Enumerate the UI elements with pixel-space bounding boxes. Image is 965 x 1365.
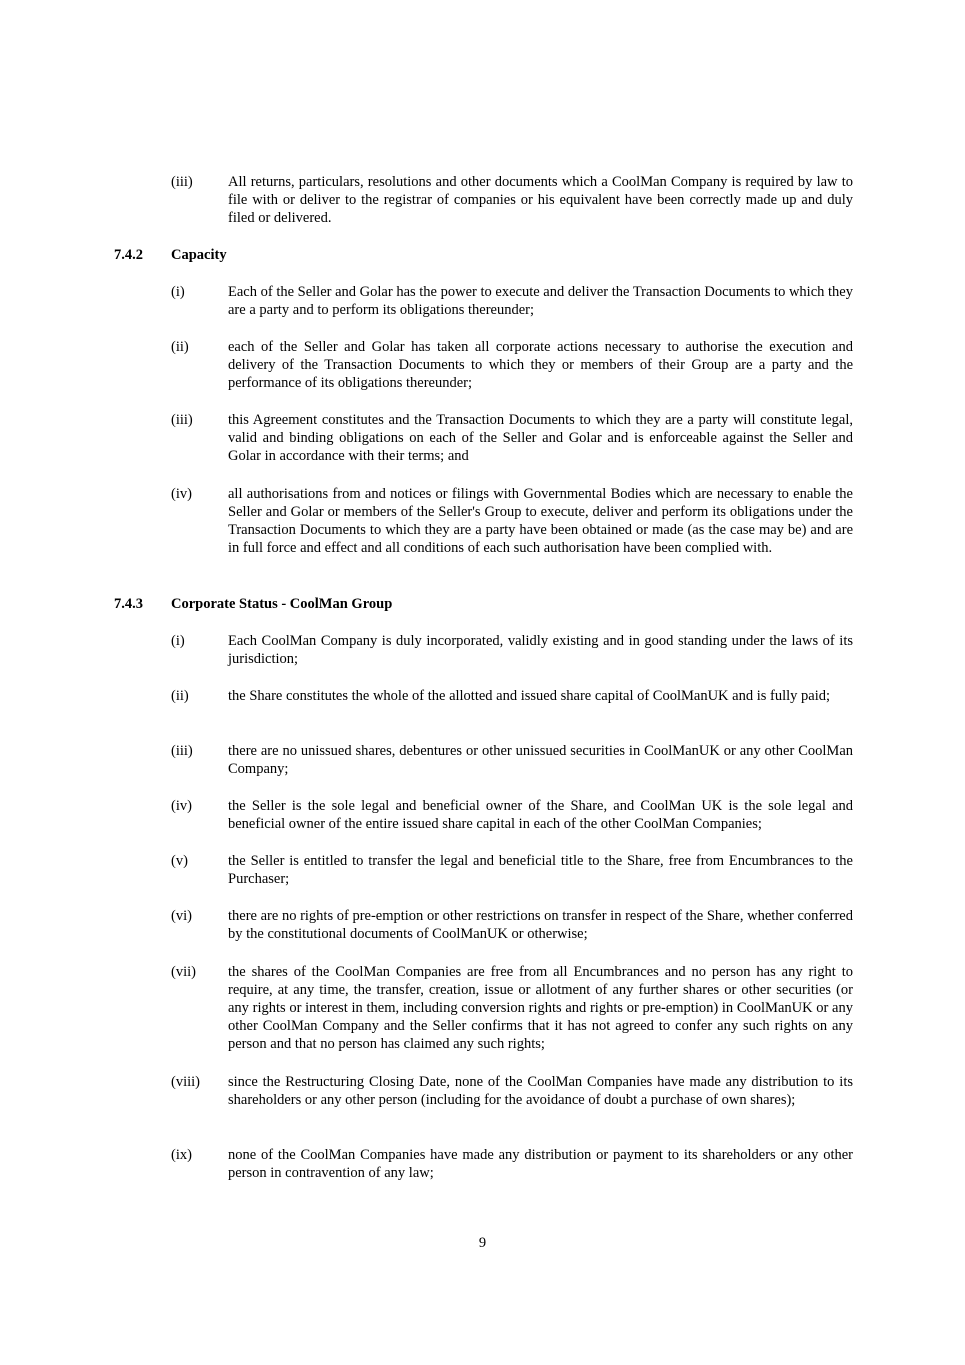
clause-item <box>171 687 853 705</box>
clause-number: (i) <box>171 633 185 649</box>
section-heading-capacity <box>114 246 227 264</box>
clause-text: each of the Seller and Golar has taken all corporate actions necessary to authorise the execution and delivery of the Transaction Documents to which they or members of their Group are a party and the performance of its obligations thereunder; <box>228 339 853 391</box>
clause-item <box>171 907 853 943</box>
clause-number: (v) <box>171 853 188 869</box>
clause-text: there are no unissued shares, debentures or other unissued securities in CoolManUK or any other CoolMan Company; <box>228 743 853 777</box>
clause-item <box>171 797 853 833</box>
section-title: Corporate Status - CoolMan Group <box>171 596 393 612</box>
section-title: Capacity <box>171 247 227 263</box>
clause-number: (viii) <box>171 1074 200 1090</box>
clause-text: Each CoolMan Company is duly incorporated, validly existing and in good standing under the laws of its jurisdiction; <box>228 633 853 667</box>
clause-item <box>171 852 853 888</box>
clause-item <box>171 1073 853 1109</box>
clause-text: the Seller is entitled to transfer the legal and beneficial title to the Share, free from Encumbrances to the Purchaser; <box>228 853 853 887</box>
clause-text: the shares of the CoolMan Companies are free from all Encumbrances and no person has any right to require, at any time, the transfer, creation, issue or allotment of any further shares or other securities (or any rights or interest in them, including conversion rights and rights or pre-emption) in CoolManUK or any other CoolMan Company and the Seller confirms that it has not agreed to confer any such rights on any person and that no person has claimed any such rights; <box>228 964 853 1052</box>
clause-item <box>171 338 853 392</box>
clause-number: (iv) <box>171 486 192 502</box>
clause-text: the Seller is the sole legal and beneficial owner of the Share, and CoolMan UK is the sole legal and beneficial owner of the entire issued share capital in each of the other CoolMan Companies; <box>228 798 853 832</box>
clause-text: the Share constitutes the whole of the allotted and issued share capital of CoolManUK and is fully paid; <box>228 688 831 704</box>
clause-number: (ix) <box>171 1147 192 1163</box>
clause-item <box>171 411 853 465</box>
clause-number: (vi) <box>171 908 192 924</box>
clause-item <box>171 963 853 1053</box>
clause-number: (iii) <box>171 743 193 759</box>
clause-text: all authorisations from and notices or filings with Governmental Bodies which are necessary to enable the Seller and Golar or members of the Seller's Group to execute, deliver and perform its obligations under the Transaction Documents to which they are a party have been obtained or made (as the case may be) and are in full force and effect and all conditions of each such authorisation have been complied with. <box>228 486 853 556</box>
section-number: 7.4.3 <box>114 596 143 612</box>
clause-text: none of the CoolMan Companies have made any distribution or payment to its shareholders or any other person in contravention of any law; <box>228 1147 853 1181</box>
clause-text: since the Restructuring Closing Date, none of the CoolMan Companies have made any distribution to its shareholders or any other person (including for the avoidance of doubt a purchase of own shares); <box>228 1074 853 1108</box>
clause-text: this Agreement constitutes and the Transaction Documents to which they are a party will constitute legal, valid and binding obligations on each of the Seller and Golar and is enforceable against the Seller and Golar in accordance with their terms; and <box>228 412 853 464</box>
clause-text: Each of the Seller and Golar has the power to execute and deliver the Transaction Documents to which they are a party and to perform its obligations thereunder; <box>228 284 853 318</box>
clause-number: (ii) <box>171 339 189 355</box>
clause-item <box>171 1146 853 1182</box>
clause-item <box>171 742 853 778</box>
clause-item <box>171 173 853 227</box>
clause-item <box>171 632 853 668</box>
section-heading-corporate-status <box>114 595 392 613</box>
clause-text: All returns, particulars, resolutions and other documents which a CoolMan Company is required by law to file with or deliver to the registrar of companies or his equivalent have been correctly made up and duly filed or delivered. <box>228 174 853 226</box>
clause-number: (vii) <box>171 964 196 980</box>
clause-text: there are no rights of pre-emption or other restrictions on transfer in respect of the Share, whether conferred by the constitutional documents of CoolManUK or otherwise; <box>228 908 853 942</box>
clause-item <box>171 283 853 319</box>
clause-number: (iii) <box>171 174 193 190</box>
clause-number: (iii) <box>171 412 193 428</box>
clause-number: (i) <box>171 284 185 300</box>
clause-item <box>171 485 853 557</box>
section-number: 7.4.2 <box>114 247 143 263</box>
clause-number: (iv) <box>171 798 192 814</box>
page-number: 9 <box>478 1235 487 1251</box>
clause-number: (ii) <box>171 688 189 704</box>
